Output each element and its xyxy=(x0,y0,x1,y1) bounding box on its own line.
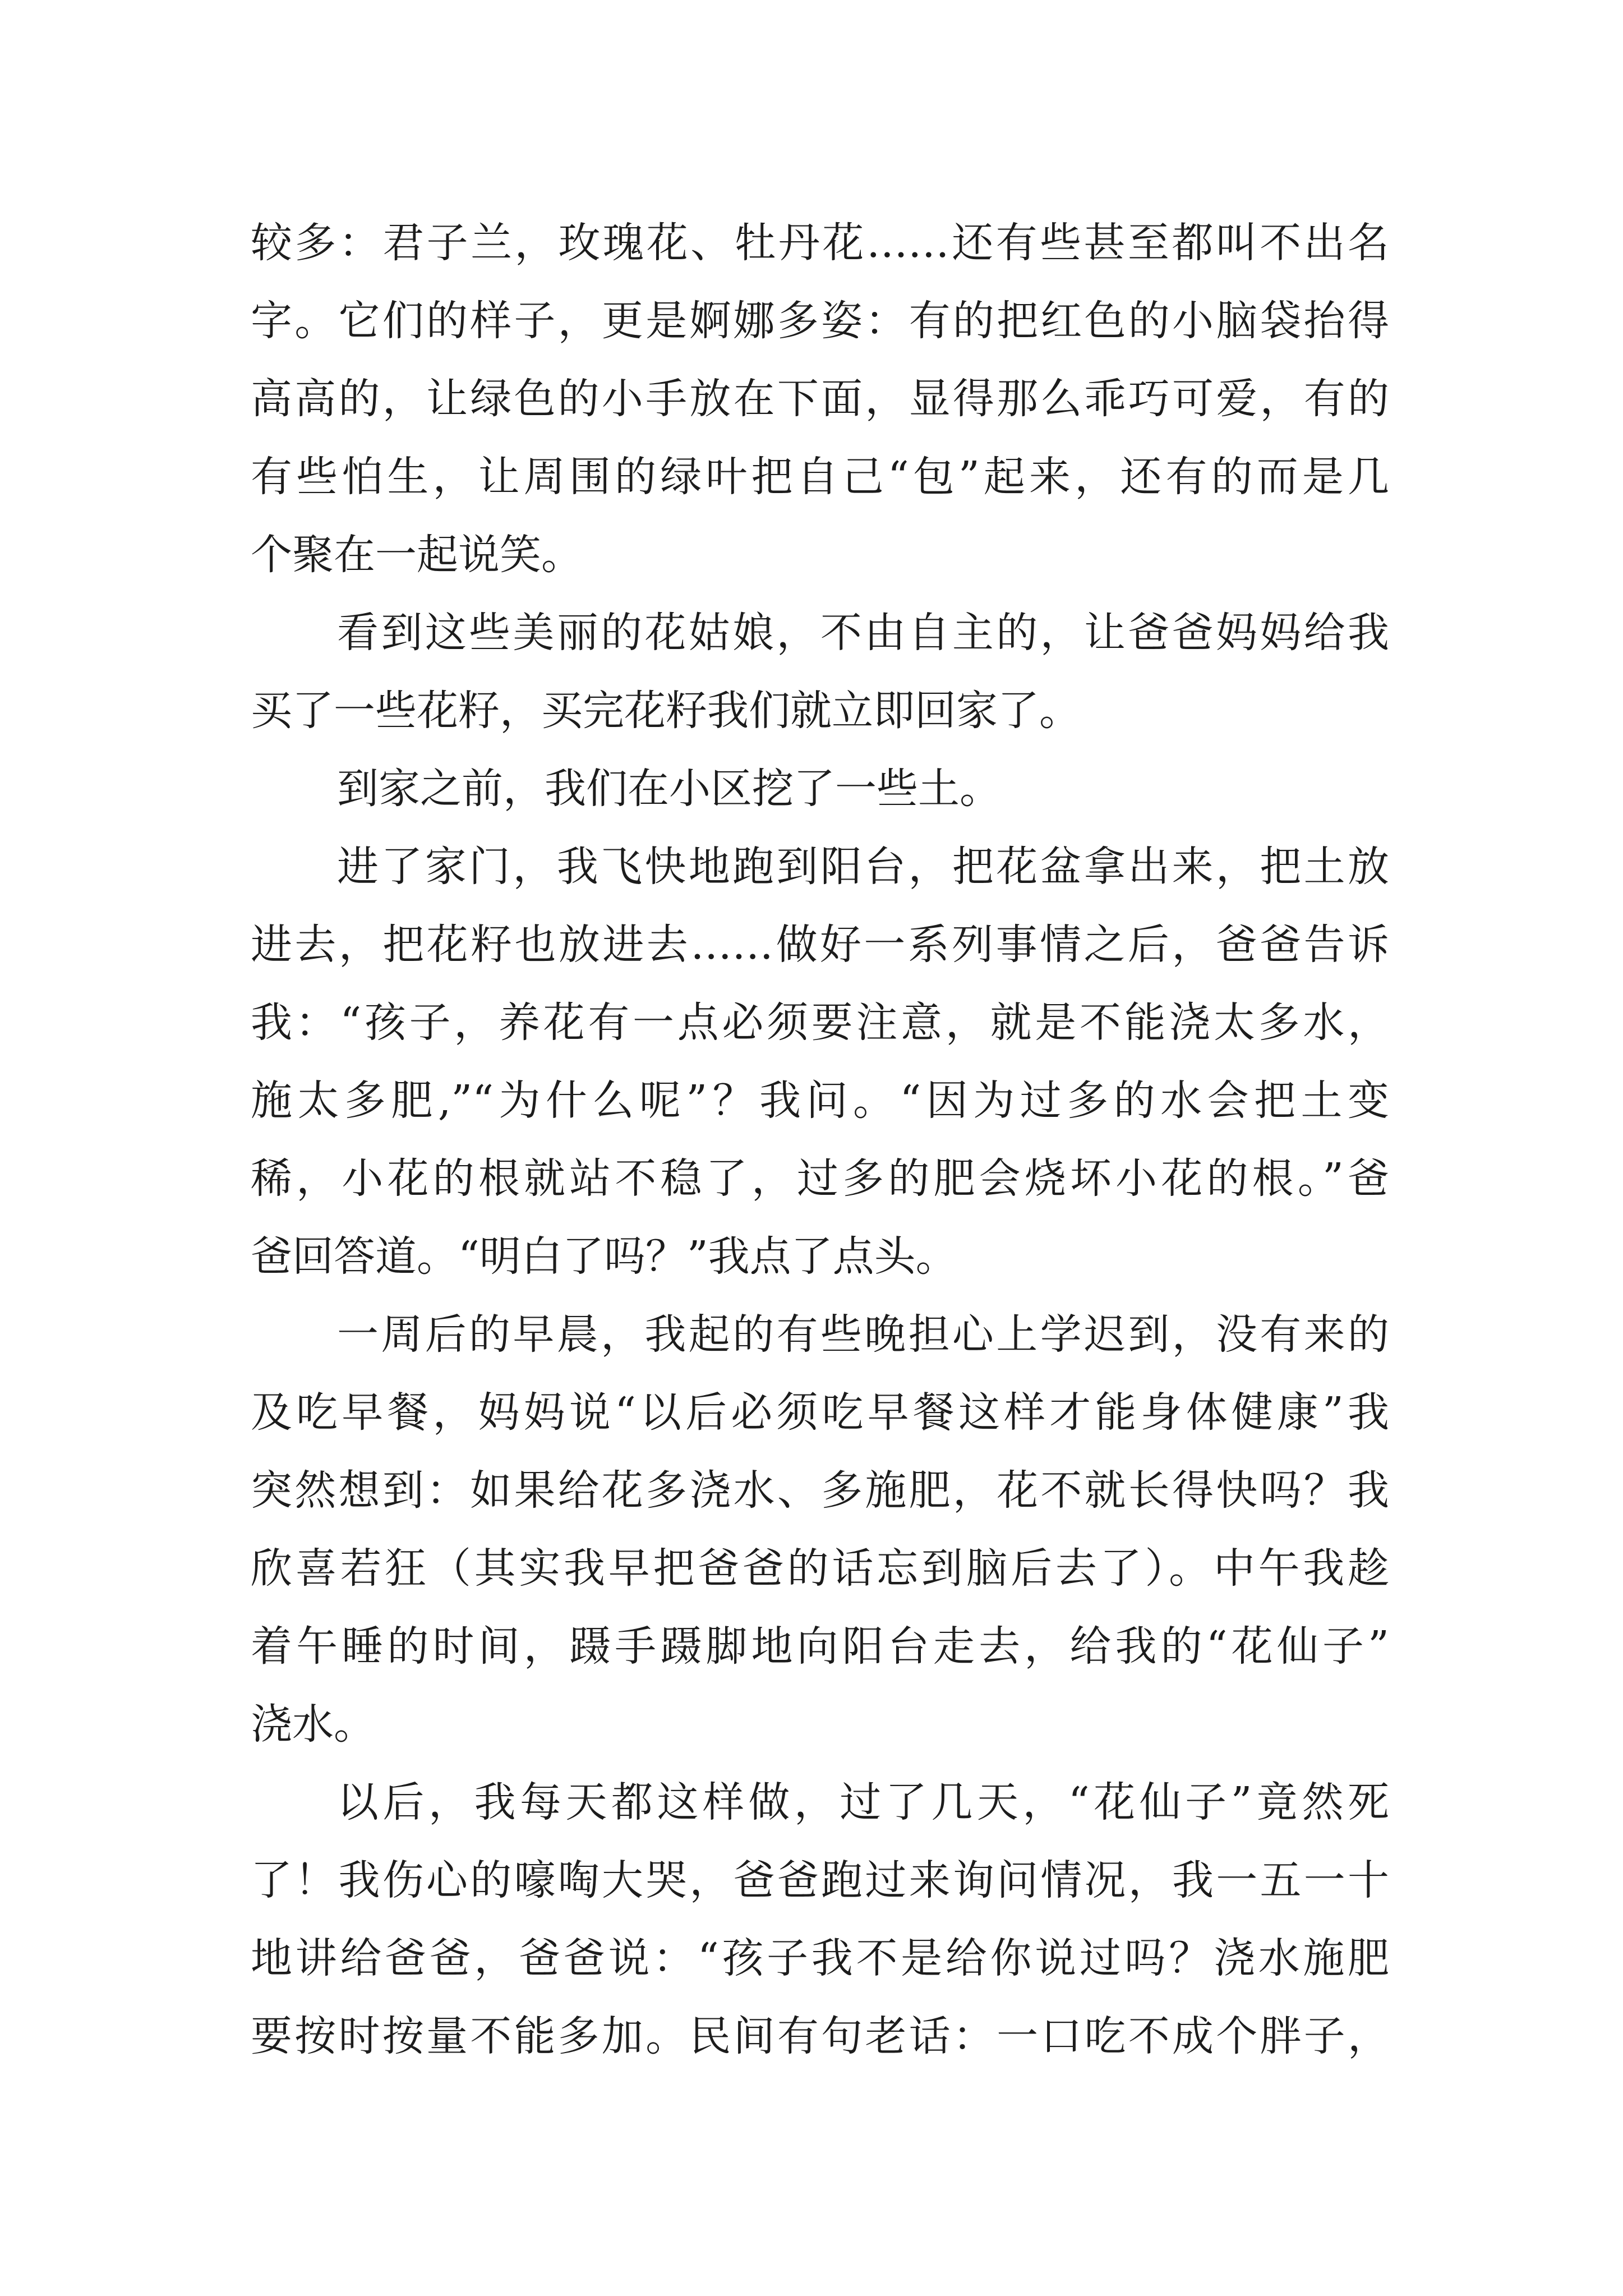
text-line: 个聚在一起说笑。 xyxy=(251,531,583,579)
text-line: 地讲给爸爸，爸爸说：“孩子我不是给你说过吗？浇水施肥 xyxy=(251,1934,1389,1982)
text-line: 突然想到：如果给花多浇水、多施肥，花不就长得快吗？我 xyxy=(251,1466,1389,1515)
paragraph xyxy=(251,204,1389,594)
text-line: 进了家门，我飞快地跑到阳台，把花盆拿出来，把土放 xyxy=(337,843,1389,891)
text-line: 一周后的早晨，我起的有些晚担心上学迟到，没有来的 xyxy=(337,1310,1389,1359)
text-line: 着午睡的时间，蹑手蹑脚地向阳台走去，给我的“花仙子” xyxy=(251,1622,1389,1671)
text-line: 进去，把花籽也放进去……做好一系列事情之后，爸爸告诉 xyxy=(251,921,1389,969)
text-line: 爸回答道。“明白了吗？”我点了点头。 xyxy=(251,1232,957,1281)
text-line: 较多：君子兰，玫瑰花、牡丹花……还有些甚至都叫不出名 xyxy=(251,219,1389,267)
text-line: 到家之前，我们在小区挖了一些土。 xyxy=(337,765,1001,813)
text-line: 看到这些美丽的花姑娘，不由自主的，让爸爸妈妈给我 xyxy=(337,609,1389,657)
text-line: 要按时按量不能多加。民间有句老话：一口吃不成个胖子， xyxy=(251,2012,1389,2060)
paragraph xyxy=(251,828,1389,1296)
paragraph xyxy=(251,750,1389,828)
text-line: 我：“孩子，养花有一点必须要注意，就是不能浇太多水， xyxy=(251,999,1389,1047)
text-line: 欣喜若狂（其实我早把爸爸的话忘到脑后去了）。中午我趁 xyxy=(251,1544,1389,1593)
paragraph xyxy=(251,1764,1389,2076)
document-body xyxy=(251,204,1389,2076)
text-line: 稀，小花的根就站不稳了，过多的肥会烧坏小花的根。”爸 xyxy=(251,1154,1389,1203)
text-line: 高高的，让绿色的小手放在下面，显得那么乖巧可爱，有的 xyxy=(251,375,1389,423)
text-line: 施太多肥,”“为什么呢”？我问。“因为过多的水会把土变 xyxy=(251,1076,1389,1125)
text-line: 买了一些花籽，买完花籽我们就立即回家了。 xyxy=(251,687,1081,735)
text-line: 字。它们的样子，更是婀娜多姿：有的把红色的小脑袋抬得 xyxy=(251,297,1389,345)
paragraph xyxy=(251,594,1389,750)
text-line: 及吃早餐，妈妈说“以后必须吃早餐这样才能身体健康”我 xyxy=(251,1388,1389,1437)
paragraph xyxy=(251,1296,1389,1764)
text-line: 以后，我每天都这样做，过了几天，“花仙子”竟然死 xyxy=(337,1778,1389,1826)
text-line: 有些怕生，让周围的绿叶把自己“包”起来，还有的而是几 xyxy=(251,453,1389,501)
text-line: 了！我伤心的嚎啕大哭，爸爸跑过来询问情况，我一五一十 xyxy=(251,1856,1389,1904)
text-line: 浇水。 xyxy=(251,1700,375,1749)
